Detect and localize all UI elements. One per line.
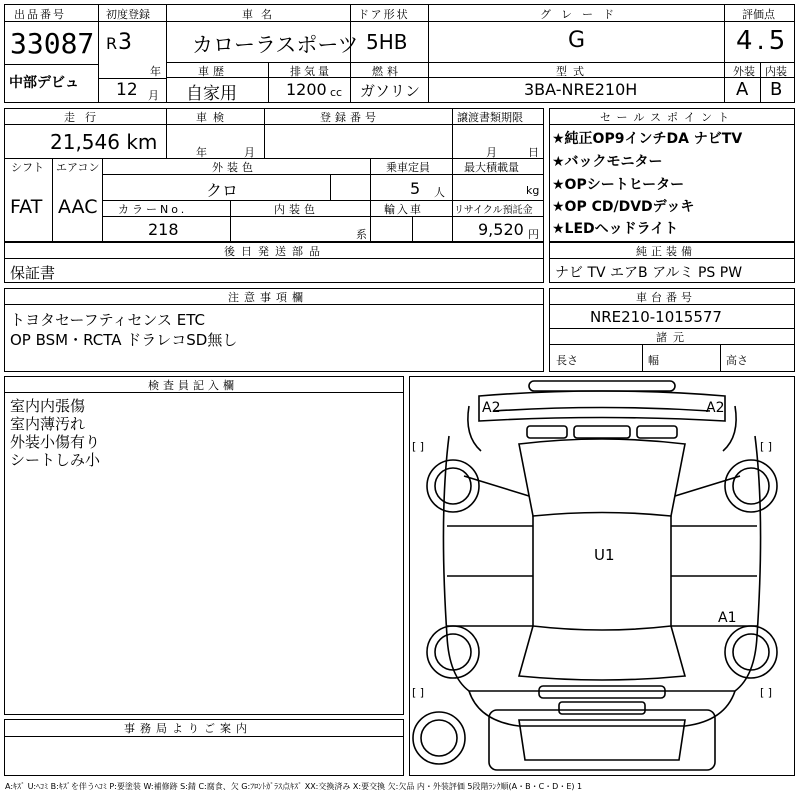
- shift-label: シフト: [11, 161, 44, 174]
- sales-point-3: ★OPシートヒーター: [552, 177, 685, 193]
- score-label: 評価点: [742, 8, 775, 21]
- grade-label: グレード: [540, 8, 624, 21]
- model-code: 3BA-NRE210H: [524, 80, 638, 99]
- era: R: [106, 34, 118, 53]
- lot-no-label: 出品番号: [14, 8, 66, 21]
- grade: G: [568, 28, 586, 53]
- color-no-label: カラーNo.: [118, 203, 188, 216]
- fuel-label: 燃料: [372, 65, 402, 78]
- color-no: 218: [148, 220, 179, 239]
- inspector-label: 検査員記入欄: [148, 379, 238, 392]
- chassis-number: NRE210-1015577: [590, 308, 722, 326]
- inspector-line-3: 外装小傷有り: [10, 433, 101, 451]
- int-color-label: 内装色: [274, 203, 319, 216]
- model-code-label: 型式: [556, 65, 590, 78]
- door-type: 5HB: [366, 30, 408, 54]
- kg-unit: kg: [526, 184, 540, 197]
- notes-label: 注意事項欄: [228, 291, 308, 304]
- kei-unit: 系: [356, 228, 367, 241]
- era-year: 3: [118, 30, 132, 55]
- first-reg-label: 初度登録: [106, 8, 150, 21]
- transfer-date-label: 譲渡書類期限: [457, 111, 523, 124]
- recycle: 9,520: [478, 220, 524, 239]
- insp-month-unit: 月: [244, 146, 255, 159]
- transfer-month-unit: 月: [486, 146, 497, 159]
- sales-point-1: ★純正OP9インチDA ナビTV: [552, 131, 743, 147]
- fuel: ガソリン: [360, 82, 421, 100]
- mileage: 21,546 km: [50, 130, 158, 154]
- cc-unit: cc: [330, 86, 343, 99]
- mark-front-right: A2: [706, 400, 725, 416]
- length-label: 長さ: [556, 354, 578, 367]
- capacity-label: 乗車定員: [386, 161, 430, 174]
- sales-point-5: ★LEDヘッドライト: [552, 221, 679, 237]
- yen-unit: 円: [528, 228, 539, 241]
- recycle-label: リサイクル預託金: [454, 205, 533, 216]
- mark-front-left: A2: [482, 400, 501, 416]
- later-parts-label: 後日発送部品: [224, 245, 326, 258]
- displacement: 1200: [286, 80, 327, 99]
- sales-point-4: ★OP CD/DVDデッキ: [552, 199, 695, 215]
- legend: A:ｷｽﾞ U:ﾍｺﾐ B:ｷｽﾞを伴うﾍｺﾐ P:要塗装 W:補修跡 S:錆 C:腐食、欠 G:ﾌﾛﾝﾄｶﾞﾗｽ点ｷｽﾞ XX:交換済み X:要交換 欠:欠品 内・外装評価 5段階ﾗﾝｸ順(A・B・C・D・E) 1: [5, 782, 583, 791]
- door-label: ドア形状: [358, 8, 410, 21]
- car-name: カローラスポーツ: [192, 33, 359, 57]
- standard-equip: ナビ TV エアB アルミ PS PW: [555, 265, 743, 281]
- interior-grade: B: [770, 79, 783, 100]
- inspection-label: 車検: [196, 111, 230, 124]
- sales-point-2: ★バックモニター: [552, 154, 663, 170]
- sales-points-label: セールスポイント: [600, 111, 736, 124]
- notes-line-1: トヨタセーフティセンス ETC: [10, 311, 206, 329]
- people-unit: 人: [434, 186, 445, 199]
- ext-color-label: 外装色: [212, 161, 257, 174]
- ext-color: クロ: [206, 181, 239, 200]
- reg-month: 12: [116, 80, 138, 100]
- later-parts: 保証書: [10, 264, 56, 282]
- import-label: 輸入車: [384, 203, 423, 216]
- transfer-day-unit: 日: [528, 146, 539, 159]
- displacement-label: 排気量: [290, 65, 332, 78]
- standard-equip-label: 純正装備: [636, 245, 696, 258]
- lot-no: 33087: [10, 27, 95, 60]
- shift: FAT: [10, 196, 43, 218]
- venue: 中部デビュ: [9, 75, 79, 91]
- car-name-label: 車名: [242, 8, 280, 21]
- car-outline-diagram: [409, 376, 795, 776]
- mark-rear-right: A1: [718, 610, 737, 626]
- insp-year-unit: 年: [196, 146, 207, 159]
- bracket-left-1: [ ]: [412, 440, 425, 453]
- year-label: 年: [150, 65, 161, 78]
- inspector-line-4: シートしみ小: [10, 451, 101, 469]
- plate-label: 登録番号: [320, 111, 380, 124]
- mark-roof: U1: [594, 546, 615, 564]
- capacity: 5: [410, 179, 421, 198]
- inspector-line-1: 室内内張傷: [10, 397, 86, 415]
- chassis-label: 車台番号: [636, 291, 696, 304]
- max-load-label: 最大積載量: [464, 161, 519, 174]
- height-label: 高さ: [726, 354, 748, 367]
- score: 4.5: [736, 26, 790, 56]
- bracket-left-2: [ ]: [412, 686, 425, 699]
- exterior-grade: A: [736, 79, 749, 100]
- dimensions-label: 諸元: [656, 331, 690, 344]
- history-label: 車歴: [198, 65, 228, 78]
- width-label: 幅: [648, 354, 659, 367]
- bracket-right-1: [ ]: [760, 440, 773, 453]
- mileage-label: 走行: [64, 111, 106, 124]
- history: 自家用: [186, 84, 237, 104]
- exterior-label: 外装: [733, 65, 755, 78]
- notes-line-2: OP BSM・RCTA ドラレコSD無し: [10, 331, 238, 349]
- month-label: 月: [148, 89, 159, 102]
- bracket-right-2: [ ]: [760, 686, 773, 699]
- office-label: 事務局よりご案内: [124, 722, 252, 735]
- vehicle-info-block: [4, 108, 544, 242]
- aircon-label: エアコン: [56, 161, 100, 174]
- aircon: AAC: [58, 196, 98, 218]
- interior-label: 内装: [765, 65, 787, 78]
- inspector-line-2: 室内薄汚れ: [10, 415, 86, 433]
